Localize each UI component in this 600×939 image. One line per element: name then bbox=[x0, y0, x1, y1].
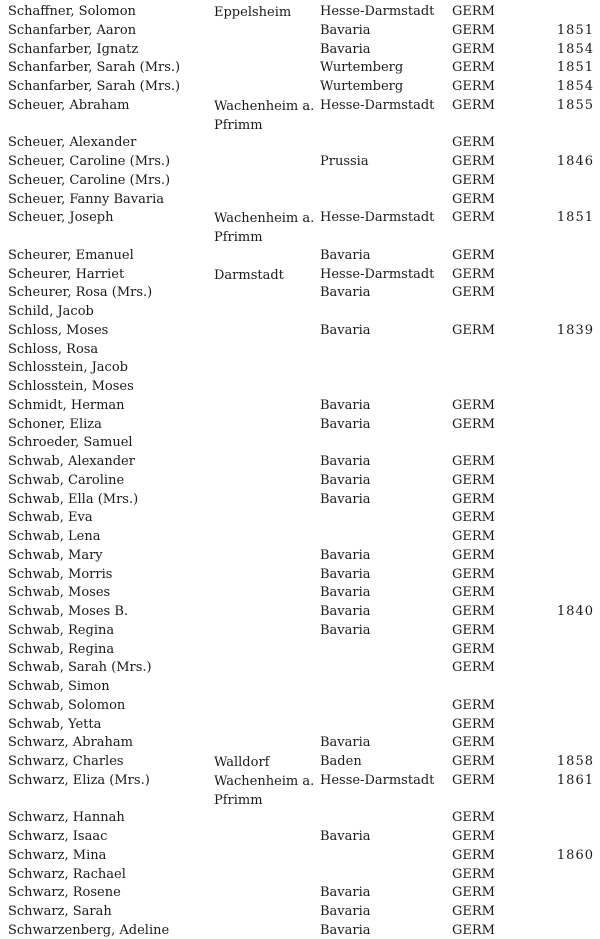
entry-state: Hesse-Darmstadt bbox=[320, 4, 435, 19]
entry-state: Bavaria bbox=[320, 41, 371, 57]
entry-state: Bavaria bbox=[320, 922, 371, 938]
entry-name: Schwab, Moses B. bbox=[8, 604, 129, 619]
entry-state: Bavaria bbox=[320, 904, 371, 919]
entry-name: Schwarz, Charles bbox=[8, 754, 124, 769]
entry-year: 1861 bbox=[556, 772, 594, 788]
entry-state: Bavaria bbox=[320, 604, 371, 619]
table-row bbox=[0, 659, 600, 676]
entry-state: Prussia bbox=[320, 154, 369, 169]
entry-year: 1846 bbox=[556, 154, 594, 169]
entry-origin: GERM bbox=[452, 97, 495, 113]
entry-year: 1839 bbox=[556, 322, 594, 338]
entry-name: Schwab, Regina bbox=[8, 641, 115, 657]
table-row bbox=[0, 266, 600, 283]
entry-town: Eppelsheim bbox=[214, 5, 292, 20]
entry-name: Schwab, Lena bbox=[8, 529, 101, 544]
entry-name: Schwab, Sarah (Mrs.) bbox=[8, 660, 152, 676]
entry-name: Schoner, Eliza bbox=[8, 416, 102, 432]
entry-origin: GERM bbox=[452, 622, 495, 638]
entry-origin: GERM bbox=[452, 529, 495, 544]
entry-name: Scheuer, Joseph bbox=[8, 210, 114, 226]
entry-name: Scheuer, Abraham bbox=[8, 97, 130, 113]
table-row bbox=[0, 547, 600, 564]
table-row bbox=[0, 322, 600, 339]
entry-name: Schwarz, Rosene bbox=[8, 885, 121, 901]
entry-year: 1854 bbox=[556, 41, 594, 57]
entry-name: Scheuer, Fanny Bavaria bbox=[8, 191, 164, 207]
entry-origin: GERM bbox=[452, 79, 495, 94]
entry-state: Bavaria bbox=[320, 285, 371, 301]
entry-state: Bavaria bbox=[320, 472, 371, 488]
entry-origin: GERM bbox=[452, 772, 495, 788]
entry-name: Schanfarber, Sarah (Mrs.) bbox=[8, 60, 181, 76]
entry-origin: GERM bbox=[452, 266, 495, 282]
table-row bbox=[0, 809, 600, 826]
entry-town: Wachenheim a. Pfrimm bbox=[214, 773, 315, 808]
entry-year: 1851 bbox=[556, 60, 594, 76]
entry-origin: GERM bbox=[452, 847, 495, 863]
entry-origin: GERM bbox=[452, 322, 495, 338]
entry-origin: GERM bbox=[452, 491, 495, 507]
entry-name: Schaffner, Solomon bbox=[8, 4, 136, 19]
table-row bbox=[0, 828, 600, 845]
entry-name: Schwab, Mary bbox=[8, 547, 103, 563]
entry-state: Bavaria bbox=[320, 829, 371, 844]
entry-town: Darmstadt bbox=[214, 267, 284, 283]
entry-origin: GERM bbox=[452, 135, 495, 151]
entry-origin: GERM bbox=[452, 397, 495, 413]
entry-origin: GERM bbox=[452, 866, 495, 882]
table-row bbox=[0, 134, 600, 151]
entry-origin: GERM bbox=[452, 41, 495, 57]
entry-origin: GERM bbox=[452, 885, 495, 901]
table-row bbox=[0, 97, 600, 133]
entry-year: 1855 bbox=[556, 97, 594, 113]
table-row bbox=[0, 284, 600, 301]
entry-name: Schwarz, Hannah bbox=[8, 810, 125, 826]
entry-name: Schroeder, Samuel bbox=[8, 435, 133, 451]
entry-name: Schwab, Regina bbox=[8, 622, 115, 638]
entry-name: Schwab, Simon bbox=[8, 679, 110, 694]
table-row bbox=[0, 922, 600, 939]
entry-origin: GERM bbox=[452, 735, 495, 751]
entry-state: Bavaria bbox=[320, 735, 371, 751]
entry-origin: GERM bbox=[452, 172, 495, 188]
entry-origin: GERM bbox=[452, 247, 495, 263]
table-row bbox=[0, 359, 600, 376]
entry-name: Schloss, Moses bbox=[8, 322, 109, 338]
table-row bbox=[0, 416, 600, 433]
entry-name: Schlosstein, Jacob bbox=[8, 360, 128, 376]
entry-name: Scheurer, Harriet bbox=[8, 266, 125, 282]
entry-state: Bavaria bbox=[320, 585, 371, 601]
entry-state: Bavaria bbox=[320, 397, 371, 413]
table-row bbox=[0, 22, 600, 39]
table-row bbox=[0, 903, 600, 920]
table-row bbox=[0, 866, 600, 883]
entry-origin: GERM bbox=[452, 904, 495, 919]
entry-name: Schild, Jacob bbox=[8, 304, 94, 319]
table-row bbox=[0, 584, 600, 601]
entry-state: Bavaria bbox=[320, 454, 371, 469]
entry-origin: GERM bbox=[452, 604, 495, 619]
entry-name: Schwarz, Isaac bbox=[8, 829, 108, 844]
entry-name: Schwab, Caroline bbox=[8, 472, 125, 488]
entry-origin: GERM bbox=[452, 191, 495, 207]
entry-name: Scheurer, Rosa (Mrs.) bbox=[8, 285, 153, 301]
entry-name: Schwab, Morris bbox=[8, 566, 113, 582]
table-row bbox=[0, 397, 600, 414]
entry-origin: GERM bbox=[452, 416, 495, 432]
entry-name: Schwab, Ella (Mrs.) bbox=[8, 491, 139, 507]
entry-origin: GERM bbox=[452, 585, 495, 601]
entry-state: Hesse-Darmstadt bbox=[320, 97, 435, 113]
table-row bbox=[0, 622, 600, 639]
table-row bbox=[0, 434, 600, 451]
entry-state: Hesse-Darmstadt bbox=[320, 266, 435, 282]
table-row bbox=[0, 772, 600, 808]
entry-name: Schwarz, Eliza (Mrs.) bbox=[8, 772, 150, 788]
entry-origin: GERM bbox=[452, 566, 495, 582]
entry-name: Scheuer, Caroline (Mrs.) bbox=[8, 154, 171, 169]
entry-name: Schloss, Rosa bbox=[8, 341, 99, 357]
table-row bbox=[0, 528, 600, 545]
table-row bbox=[0, 716, 600, 733]
table-row bbox=[0, 453, 600, 470]
entry-name: Schwarz, Sarah bbox=[8, 904, 112, 919]
entry-town: Wachenheim a. Pfrimm bbox=[214, 98, 315, 133]
table-row bbox=[0, 678, 600, 695]
entry-name: Schmidt, Herman bbox=[8, 397, 125, 413]
table-row bbox=[0, 191, 600, 208]
entry-state: Bavaria bbox=[320, 22, 371, 38]
entry-state: Bavaria bbox=[320, 885, 371, 901]
entry-name: Scheuer, Caroline (Mrs.) bbox=[8, 172, 171, 188]
entry-state: Bavaria bbox=[320, 491, 371, 507]
table-row bbox=[0, 3, 600, 20]
entry-name: Schanfarber, Aaron bbox=[8, 22, 137, 38]
entry-state: Bavaria bbox=[320, 247, 371, 263]
table-row bbox=[0, 378, 600, 395]
entry-state: Bavaria bbox=[320, 566, 371, 582]
entry-year: 1840 bbox=[556, 604, 594, 619]
entry-origin: GERM bbox=[452, 547, 495, 563]
entry-origin: GERM bbox=[452, 210, 495, 226]
table-row bbox=[0, 734, 600, 751]
entry-state: Baden bbox=[320, 754, 362, 769]
table-row bbox=[0, 753, 600, 770]
entry-name: Scheurer, Emanuel bbox=[8, 247, 134, 263]
entry-year: 1860 bbox=[556, 847, 594, 863]
entry-origin: GERM bbox=[452, 4, 495, 19]
table-row bbox=[0, 41, 600, 58]
entry-origin: GERM bbox=[452, 22, 495, 38]
entry-state: Bavaria bbox=[320, 547, 371, 563]
table-row bbox=[0, 697, 600, 714]
table-row bbox=[0, 172, 600, 189]
entry-name: Schanfarber, Ignatz bbox=[8, 41, 139, 57]
table-row bbox=[0, 78, 600, 95]
entry-year: 1851 bbox=[556, 210, 594, 226]
table-row bbox=[0, 641, 600, 658]
table-row bbox=[0, 847, 600, 864]
entry-name: Schwab, Solomon bbox=[8, 697, 126, 713]
entry-origin: GERM bbox=[452, 454, 495, 469]
entry-origin: GERM bbox=[452, 472, 495, 488]
entry-name: Schwab, Alexander bbox=[8, 454, 135, 469]
entry-name: Schwarzenberg, Adeline bbox=[8, 922, 170, 938]
entry-name: Schanfarber, Sarah (Mrs.) bbox=[8, 79, 181, 94]
entry-town: Walldorf bbox=[214, 755, 270, 770]
entry-origin: GERM bbox=[452, 154, 495, 169]
table-row bbox=[0, 209, 600, 245]
entry-origin: GERM bbox=[452, 285, 495, 301]
entry-state: Wurtemberg bbox=[320, 60, 404, 76]
table-row bbox=[0, 603, 600, 620]
entry-state: Hesse-Darmstadt bbox=[320, 210, 435, 226]
table-row bbox=[0, 509, 600, 526]
entry-name: Schwab, Yetta bbox=[8, 716, 102, 732]
entry-state: Wurtemberg bbox=[320, 79, 404, 94]
entry-origin: GERM bbox=[452, 510, 495, 526]
table-row bbox=[0, 303, 600, 320]
entry-name: Schwab, Moses bbox=[8, 585, 111, 601]
entry-state: Bavaria bbox=[320, 416, 371, 432]
table-row bbox=[0, 59, 600, 76]
entry-state: Bavaria bbox=[320, 622, 371, 638]
entry-name: Schwarz, Rachael bbox=[8, 866, 126, 882]
entry-origin: GERM bbox=[452, 922, 495, 938]
entry-town: Wachenheim a. Pfrimm bbox=[214, 211, 315, 246]
entry-name: Schlosstein, Moses bbox=[8, 379, 134, 394]
entry-origin: GERM bbox=[452, 716, 495, 732]
entry-origin: GERM bbox=[452, 697, 495, 713]
entry-origin: GERM bbox=[452, 810, 495, 826]
table-row bbox=[0, 247, 600, 264]
entry-state: Bavaria bbox=[320, 322, 371, 338]
entry-origin: GERM bbox=[452, 60, 495, 76]
entry-name: Scheuer, Alexander bbox=[8, 135, 137, 151]
entry-origin: GERM bbox=[452, 829, 495, 844]
entry-origin: GERM bbox=[452, 660, 495, 676]
table-row bbox=[0, 884, 600, 901]
table-row bbox=[0, 472, 600, 489]
table-row bbox=[0, 341, 600, 358]
entry-year: 1854 bbox=[556, 79, 594, 94]
entry-year: 1851 bbox=[556, 22, 594, 38]
table-row bbox=[0, 566, 600, 583]
table-row bbox=[0, 491, 600, 508]
table-row bbox=[0, 153, 600, 170]
entry-name: Schwab, Eva bbox=[8, 510, 93, 526]
entry-origin: GERM bbox=[452, 754, 495, 769]
entry-year: 1858 bbox=[556, 754, 594, 769]
entry-name: Schwarz, Mina bbox=[8, 847, 107, 863]
entry-name: Schwarz, Abraham bbox=[8, 735, 133, 751]
entry-state: Hesse-Darmstadt bbox=[320, 772, 435, 788]
entry-origin: GERM bbox=[452, 641, 495, 657]
